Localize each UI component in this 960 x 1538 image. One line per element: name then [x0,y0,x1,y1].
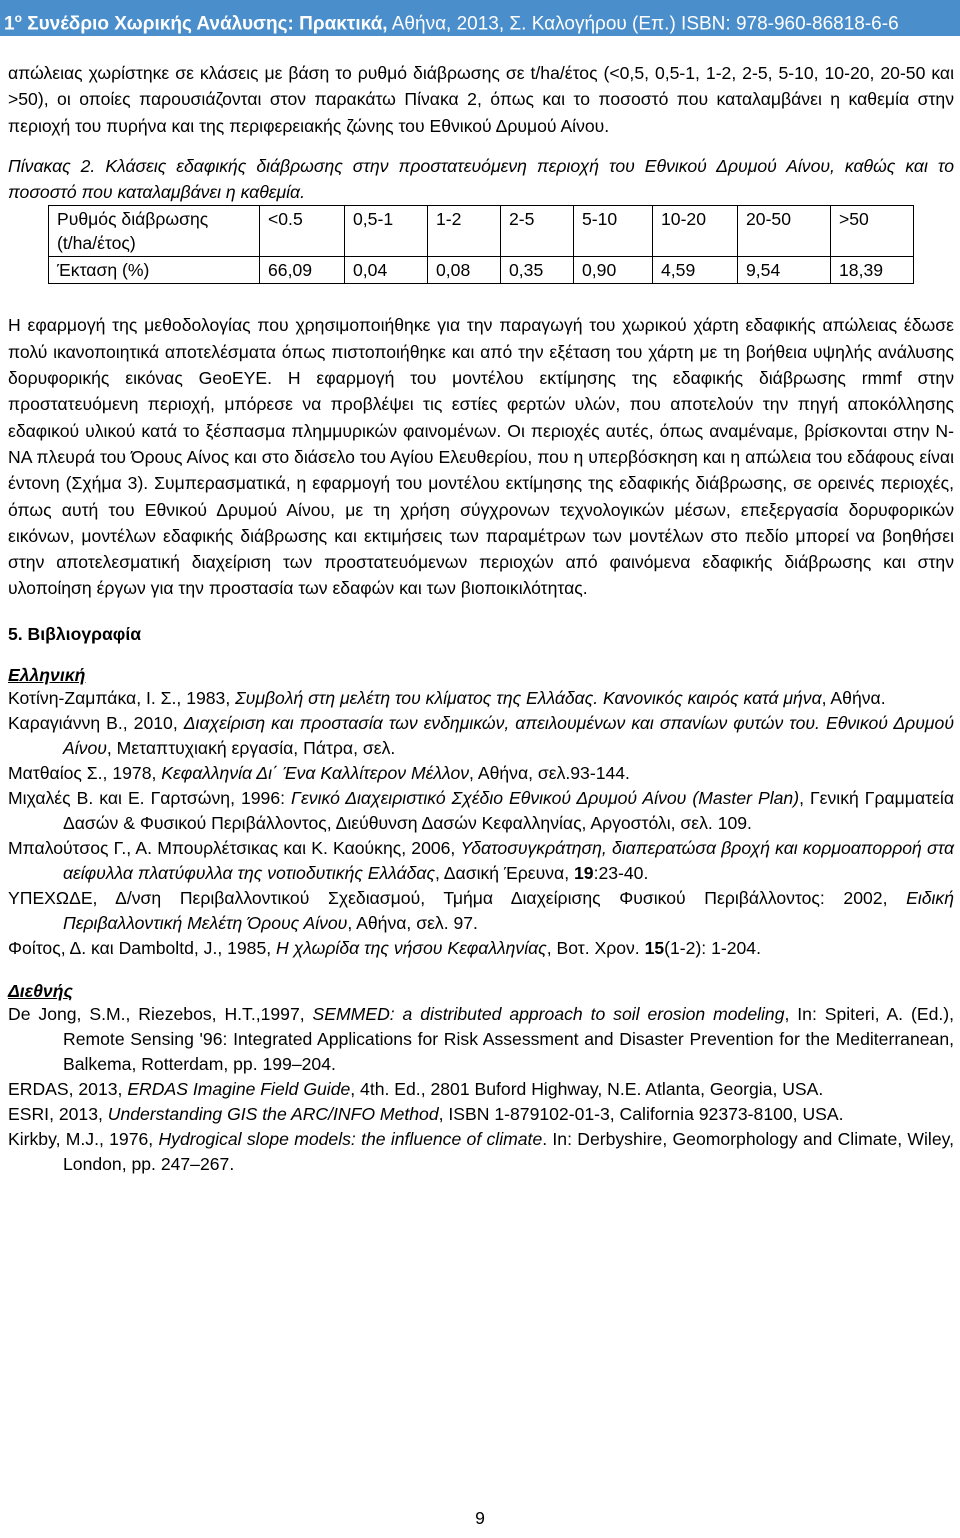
table-caption [8,153,954,206]
table-cell: 4,59 [653,257,738,284]
table-caption-text: Κλάσεις εδαφικής διάβρωσης στην προστατευόμενη περιοχή του Εθνικού Δρυμού Αίνου, καθώς και το ποσοστό που καταλαμβάνει η καθεμία. [8,155,954,203]
intl-refs-title: Διεθνής [8,980,73,1001]
reference-item [8,1102,954,1127]
reference-part-c: , Μεταπτυχιακή εργασία, Πάτρα, σελ. [106,737,396,758]
reference-part-i: ERDAS Imagine Field Guide [127,1078,351,1099]
reference-part-a: ESRI, 2013, [8,1103,108,1124]
reference-part-a: Μιχαλές Β. και Ε. Γαρτσώνη, 1996: [8,787,292,808]
table-cell: 66,09 [260,257,345,284]
reference-part-tail: (1-2): 1-204. [664,937,761,958]
table-cell: <0.5 [260,206,345,257]
reference-item [8,836,954,886]
conference-header [0,0,960,36]
reference-part-c: , Αθήνα. [821,687,886,708]
page-content [8,60,954,1177]
reference-item [8,886,954,936]
reference-item [8,1077,954,1102]
greek-references [8,686,954,961]
reference-item [8,936,954,961]
reference-part-a: Kirkby, M.J., 1976, [8,1128,159,1149]
reference-part-c: , Βοτ. Χρον. [546,937,645,958]
header-sup: ο [14,11,22,25]
reference-part-c: , In: Spiteri, A. (Ed.), Remote Sensing '96: Integrated Applications for Risk Assessment and Disaster Prevention for the Mediterranean, Balkema, Rotterdam, pp. 199–204. [63,1003,954,1074]
header-rest: Αθήνα, 2013, Σ. Καλογήρου (Επ.) ISBN: 978-960-86818-6-6 [387,13,899,35]
reference-part-a: ΥΠΕΧΩΔΕ, Δ/νση Περιβαλλοντικού Σχεδιασμού, Τμήμα Διαχείρισης Φυσικού Περιβάλλοντος: 2002, [8,887,907,908]
erosion-table [48,205,914,284]
reference-part-c: , 4th. Ed., 2801 Buford Highway, N.E. Atlanta, Georgia, USA. [350,1078,824,1099]
reference-part-c: , Δασική Έρευνα, [435,862,574,883]
greek-refs-title: Ελληνική [8,664,86,685]
table-cell: 10-20 [653,206,738,257]
table-cell: 5-10 [574,206,653,257]
reference-part-i: Συμβολή στη μελέτη του κλίματος της Ελλάδας. Κανονικός καιρός κατά μήνα [235,687,822,708]
reference-part-a: Ματθαίος Σ., 1978, [8,762,162,783]
reference-part-i: Κεφαλληνία Δι΄ Ένα Καλλίτερον Μέλλον [161,762,470,783]
table-header-area: Έκταση (%) [49,257,260,284]
reference-part-c: . In: Derbyshire, Geomorphology and Climate, Wiley, London, pp. 247–267. [63,1128,954,1174]
reference-part-i: Γενικό Διαχειριστικό Σχέδιο Εθνικού Δρυμού Αίνου (Master Plan) [291,787,800,808]
reference-part-a: Καραγιάννη Β., 2010, [8,712,184,733]
paragraph-results: Η εφαρμογή της μεθοδολογίας που χρησιμοποιήθηκε για την παραγωγή του χωρικού χάρτη εδαφικής απώλειας έδωσε πολύ ικανοποιητικά αποτελέσματα όπως πιστοποιήθηκε και από την εξέταση του χάρτη με τη βοήθεια υψηλής ανάλυσης δορυφορικής εικόνας GeoEYE. Η εφαρμογή του μοντέλου εκτίμησης της εδαφικής διάβρωσης rmmf στην προστατευόμενη περιοχή, μπόρεσε να προβλέψει τις εστίες φερτών υλών, που αποτελούν την πηγή αποκόλλησης εδαφικού υλικού κατά το ξέσπασμα πλημμυρικών φαινομένων. Οι περιοχές αυτές, όπως αναμέναμε, βρίσκονται στην Ν-ΝΑ πλευρά του Όρους Αίνος και στο διάσελο του Αγίου Ελευθερίου, που η υπερβόσκηση και η απώλεια του εδάφους είναι έντονη (Σχήμα 3). Συμπερασματικά, η εφαρμογή του μοντέλου εκτίμησης της εδαφικής διάβρωσης, σε ορεινές περιοχές, όπως αυτή του Εθνικού Δρυμού Αίνου, με τη χρήση σύγχρονων τεχνολογικών μέσων, επεξεργασία δορυφορικών εικόνων, μοντέλων εδαφικής διάβρωσης και εκτιμήσεις των παραμέτρων των μοντέλων στο πεδίο μπορεί να βοηθήσει στην αποτελεσματική διαχείριση των προστατευόμενων περιοχών από φαινόμενα εδαφικής διάβρωσης και στην υλοποίηση έργων για την προστασία των εδαφών και των βιοποικιλότητας. [8,315,954,599]
reference-part-tail: :23-40. [593,862,649,883]
reference-part-bold: 19 [573,862,594,883]
reference-part-a: ERDAS, 2013, [8,1078,128,1099]
table-cell: 18,39 [831,257,914,284]
table-cell: 0,08 [428,257,501,284]
reference-part-c: , Αθήνα, σελ.93-144. [469,762,630,783]
table-cell: 1-2 [428,206,501,257]
reference-item [8,686,954,711]
table-cell: 20-50 [738,206,831,257]
reference-part-i: Διαχείριση και προστασία των ενδημικών, απειλουμένων και σπανίων φυτών του. Εθνικού Δρυμού Αίνου [63,712,954,758]
section-title: 5. Βιβλιογραφία [8,623,142,644]
table-cell: 9,54 [738,257,831,284]
table-cell: 0,90 [574,257,653,284]
reference-part-a: Κοτίνη-Ζαμπάκα, Ι. Σ., 1983, [8,687,236,708]
reference-part-i: Hydrogical slope models: the influence of climate [158,1128,543,1149]
reference-item [8,711,954,761]
table-cell: 0,35 [501,257,574,284]
reference-item [8,761,954,786]
reference-part-a: Φοίτος, Δ. και Damboltd, J., 1985, [8,937,277,958]
table-cell: >50 [831,206,914,257]
table-cell: 2-5 [501,206,574,257]
reference-part-c: , Αθήνα, σελ. 97. [347,912,478,933]
table-row [49,206,914,257]
reference-part-i: Understanding GIS the ARC/INFO Method [107,1103,439,1124]
reference-part-c: , Γενική Γραμματεία Δασών & Φυσικού Περιβάλλοντος, Διεύθυνση Δασών Κεφαλληνίας, Αργοστόλι, σελ. 109. [63,787,954,833]
reference-part-a: De Jong, S.M., Riezebos, H.T.,1997, [8,1003,313,1024]
reference-item [8,786,954,836]
reference-item [8,1002,954,1077]
table-cell: 0,04 [345,257,428,284]
reference-part-i: Υδατοσυγκράτηση, διαπερατώσα βροχή και κορμοαπορροή στα αείφυλλα πλατύφυλλα της νοτιοδυτικής Ελλάδας [63,837,954,883]
reference-part-a: Μπαλούτσος Γ., Α. Μπουρλέτσικας και Κ. Καούκης, 2006, [8,837,461,858]
table-row [49,257,914,284]
reference-part-c: , ISBN 1-879102-01-3, California 92373-8100, USA. [438,1103,844,1124]
table-caption-label: Πίνακας 2. [8,155,96,176]
reference-part-i: Ειδική Περιβαλλοντική Μελέτη Όρους Αίνου [63,887,954,933]
table-header-rate: Ρυθμός διάβρωσης (t/ha/έτος) [49,206,260,257]
intl-references [8,1002,954,1177]
reference-part-bold: 15 [644,937,665,958]
reference-item [8,1127,954,1177]
header-bold: Συνέδριο Χωρικής Ανάλυσης: Πρακτικά, [21,13,388,35]
reference-part-i: Η χλωρίδα της νήσου Κεφαλληνίας [276,937,547,958]
reference-part-i: SEMMED: a distributed approach to soil erosion modeling [312,1003,785,1024]
paragraph-classes: απώλειας χωρίστηκε σε κλάσεις με βάση το ρυθμό διάβρωσης σε t/ha/έτος (<0,5, 0,5-1, 1-2, 2-5, 5-10, 10-20, 20-50 και >50), οι οποίες παρουσιάζονται στον παρακάτω Πίνακα 2, όπως και το ποσοστό που καταλαμβάνει η καθεμία στην περιοχή του πυρήνα και της περιφερειακής ζώνης του Εθνικού Δρυμού Αίνου. [8,63,954,136]
table-cell: 0,5-1 [345,206,428,257]
page-number: 9 [475,1508,485,1528]
header-prefix: 1 [4,13,15,35]
